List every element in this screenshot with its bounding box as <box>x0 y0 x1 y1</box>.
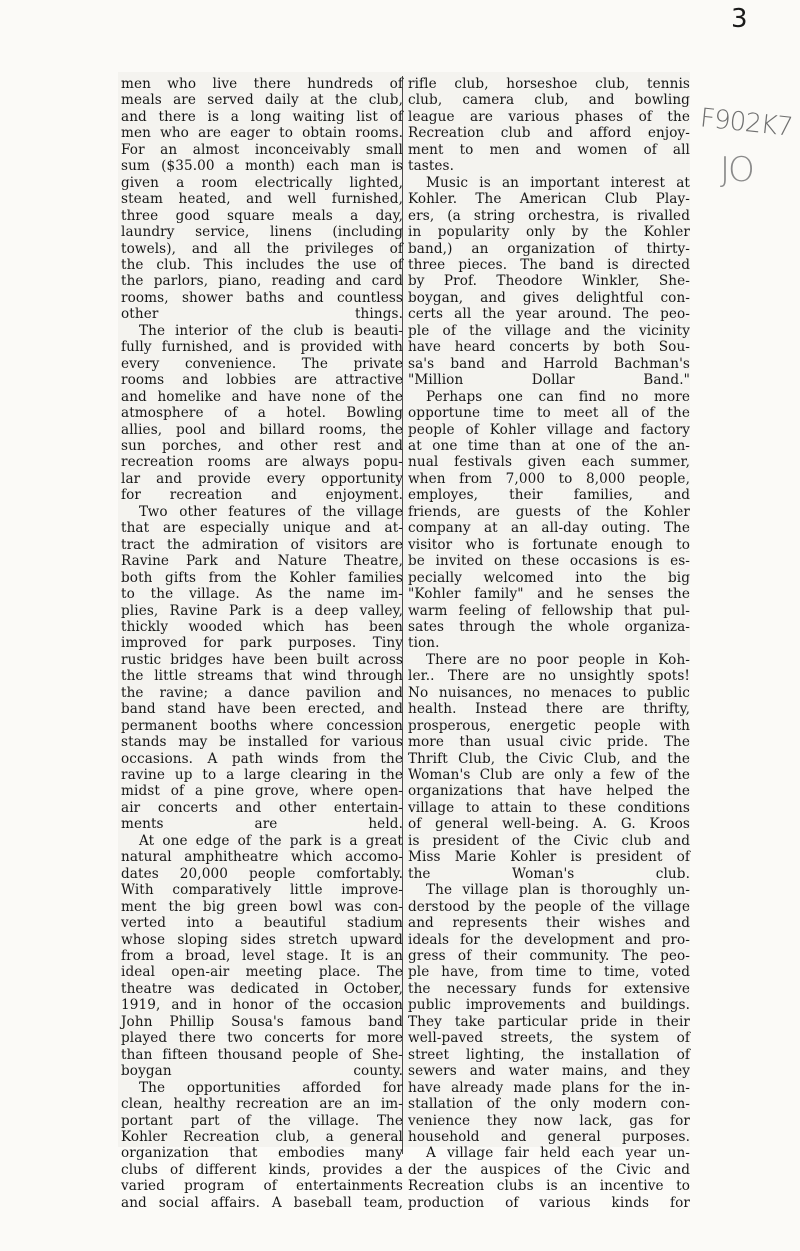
text-line: when from 7,000 to 8,000 people, <box>408 470 690 487</box>
text-line: 1919, and in honor of the occasion <box>121 997 403 1014</box>
text-line: gress of their community. The peo- <box>408 948 690 965</box>
text-line: from a broad, level stage. It is an <box>121 948 403 965</box>
text-line: public improvements and buildings. <box>408 997 690 1014</box>
text-line: lar and provide every opportunity <box>121 470 403 487</box>
text-line: sum ($35.00 a month) each man is <box>121 158 403 175</box>
text-line: club, camera club, and bowling <box>408 92 690 109</box>
text-line: The opportunities afforded for <box>139 1079 403 1096</box>
text-line: towels), and all the privileges of <box>121 240 403 257</box>
text-line: Kohler. The American Club Play- <box>408 191 690 208</box>
text-line: by Prof. Theodore Winkler, She- <box>408 273 690 290</box>
text-line: opportune time to meet all of the <box>408 405 690 422</box>
text-line: sa's band and Harrold Bachman's <box>408 355 690 372</box>
text-line: both gifts from the Kohler families <box>121 569 403 586</box>
text-line: Miss Marie Kohler is president of <box>408 849 690 866</box>
text-line: the club. This includes the use of <box>121 256 403 273</box>
text-line: For an almost inconceivably small <box>121 141 403 158</box>
text-line: given a room electrically lighted, <box>121 174 403 191</box>
text-line: the necessary funds for extensive <box>408 980 690 997</box>
text-line: tract the admiration of visitors are <box>121 536 403 553</box>
text-line: household and general purposes. <box>408 1129 690 1145</box>
text-line: every convenience. The private <box>121 355 403 372</box>
text-line: warm feeling of fellowship that pul- <box>408 602 690 619</box>
article-paragraph <box>408 1145 690 1211</box>
text-line: Two other features of the village <box>139 503 403 520</box>
text-line: recreation rooms are always popu- <box>121 454 403 471</box>
text-line: for recreation and enjoyment. <box>121 487 403 504</box>
text-line: boygan county. <box>121 1063 403 1080</box>
text-line: With comparatively little improve- <box>121 882 403 899</box>
text-line: atmosphere of a hotel. Bowling <box>121 405 403 422</box>
text-line: John Phillip Sousa's famous band <box>121 1013 403 1030</box>
text-line: and represents their wishes and <box>408 915 690 932</box>
article-paragraph <box>408 882 690 1145</box>
text-line: have heard concerts by both Sou- <box>408 339 690 356</box>
text-line: rustic bridges have been built across <box>121 651 403 668</box>
text-line: derstood by the people of the village <box>408 898 690 915</box>
text-line: league are various phases of the <box>408 108 690 125</box>
text-line: and social affairs. A baseball team, <box>121 1194 403 1211</box>
text-line: clubs of different kinds, provides a <box>121 1161 403 1178</box>
article-paragraph <box>408 76 690 175</box>
text-line: ple of the village and the vicinity <box>408 322 690 339</box>
article-paragraph <box>408 175 690 389</box>
text-line: pecially welcomed into the big <box>408 569 690 586</box>
handwritten-note-initials: JO <box>720 150 753 190</box>
text-line: men who live there hundreds of <box>121 76 403 92</box>
text-line: "Million Dollar Band." <box>408 372 690 389</box>
handwritten-note-catalog: F902K7 <box>698 103 794 143</box>
text-line: tastes. <box>408 158 455 175</box>
text-line: of general well-being. A. G. Kroos <box>408 816 690 833</box>
text-line: Thrift Club, the Civic Club, and the <box>408 750 690 767</box>
text-line: sun porches, and other rest and <box>121 437 403 454</box>
text-line: natural amphitheatre which accomo- <box>121 849 403 866</box>
text-line: der the auspices of the Civic and <box>408 1161 690 1178</box>
page-number: 3 <box>731 4 748 34</box>
text-line: They take particular pride in their <box>408 1013 690 1030</box>
text-line: whose sloping sides stretch upward <box>121 931 403 948</box>
text-line: is president of the Civic club and <box>408 832 690 849</box>
text-line: employes, their families, and <box>408 487 690 504</box>
text-line: street lighting, the installation of <box>408 1046 690 1063</box>
text-line: men who are eager to obtain rooms. <box>121 125 403 142</box>
text-line: rooms, shower baths and countless <box>121 289 403 306</box>
text-line: thickly wooded which has been <box>121 618 403 635</box>
text-line: rifle club, horseshoe club, tennis <box>408 76 690 92</box>
text-line: meals are served daily at the club, <box>121 92 403 109</box>
text-line: air concerts and other entertain- <box>121 799 403 816</box>
left-column <box>121 76 403 1211</box>
text-line: certs all the year around. The peo- <box>408 306 690 323</box>
text-line: portant part of the village. The <box>121 1112 403 1129</box>
article-paragraph <box>121 76 403 323</box>
text-line: three pieces. The band is directed <box>408 256 690 273</box>
article-paragraph <box>121 504 403 833</box>
text-line: production of various kinds for <box>408 1194 690 1211</box>
text-line: plies, Ravine Park is a deep valley, <box>121 602 403 619</box>
text-line: health. Instead there are thrifty, <box>408 701 690 718</box>
text-line: theatre was dedicated in October, <box>121 980 403 997</box>
text-line: A village fair held each year un- <box>426 1145 690 1162</box>
text-line: in popularity only by the Kohler <box>408 224 690 241</box>
text-line: Recreation clubs is an incentive to <box>408 1178 690 1195</box>
text-line: At one edge of the park is a great <box>139 832 403 849</box>
text-line: at one time than at one of the an- <box>408 437 690 454</box>
text-line: allies, pool and billard rooms, the <box>121 421 403 438</box>
text-line: company at an all-day outing. The <box>408 520 690 537</box>
article-paragraph <box>121 323 403 504</box>
text-line: venience they now lack, gas for <box>408 1112 690 1129</box>
text-line: the parlors, piano, reading and card <box>121 273 403 290</box>
text-line: "Kohler family" and he senses the <box>408 586 690 603</box>
text-line: friends, are guests of the Kohler <box>408 503 690 520</box>
text-line: verted into a beautiful stadium <box>121 915 403 932</box>
text-line: improved for park purposes. Tiny <box>121 635 403 652</box>
text-line: village to attain to these conditions <box>408 799 690 816</box>
text-line: than fifteen thousand people of She- <box>121 1046 403 1063</box>
text-line: band stand have been erected, and <box>121 701 403 718</box>
text-line: visitor who is fortunate enough to <box>408 536 690 553</box>
text-line: well-paved streets, the system of <box>408 1030 690 1047</box>
text-line: ments are held. <box>121 816 403 833</box>
text-line: stands may be installed for various <box>121 734 403 751</box>
text-line: fully furnished, and is provided with <box>121 339 403 356</box>
right-column <box>408 76 690 1211</box>
text-line: Woman's Club are only a few of the <box>408 767 690 784</box>
text-line: ravine up to a large clearing in the <box>121 767 403 784</box>
text-line: the little streams that wind through <box>121 668 403 685</box>
text-line: band,) an organization of thirty- <box>408 240 690 257</box>
text-line: sewers and water mains, and they <box>408 1063 690 1080</box>
text-line: steam heated, and well furnished, <box>121 191 403 208</box>
article-paragraph <box>121 1080 403 1212</box>
text-line: be invited on these occasions is es- <box>408 553 690 570</box>
text-line: boygan, and gives delightful con- <box>408 289 690 306</box>
text-line: ler.. There are no unsightly spots! <box>408 668 690 685</box>
text-line: ideal open-air meeting place. The <box>121 964 403 981</box>
text-line: ers, (a string orchestra, is rivalled <box>408 207 690 224</box>
article-paragraph <box>121 833 403 1080</box>
text-line: organization that embodies many <box>121 1145 403 1162</box>
text-line: The interior of the club is beauti- <box>139 322 403 339</box>
article-paragraph <box>408 389 690 652</box>
text-line: midst of a pine grove, where open- <box>121 783 403 800</box>
text-line: clean, healthy recreation are an im- <box>121 1096 403 1113</box>
text-line: No nuisances, no menaces to public <box>408 684 690 701</box>
text-line: that are especially unique and at- <box>121 520 403 537</box>
text-line: ple have, from time to time, voted <box>408 964 690 981</box>
text-line: prosperous, energetic people with <box>408 717 690 734</box>
text-line: other things. <box>121 306 403 323</box>
text-line: Recreation club and afford enjoy- <box>408 125 690 142</box>
text-line: ment the big green bowl was con- <box>121 898 403 915</box>
text-line: Perhaps one can find no more <box>426 388 690 405</box>
text-line: the Woman's club. <box>408 865 690 882</box>
text-line: dates 20,000 people comfortably. <box>121 865 403 882</box>
text-line: sates through the whole organiza- <box>408 618 690 635</box>
text-line: have already made plans for the in- <box>408 1079 690 1096</box>
text-line: rooms and lobbies are attractive <box>121 372 403 389</box>
text-line: laundry service, linens (including <box>121 224 403 241</box>
text-line: The village plan is thoroughly un- <box>426 882 690 899</box>
text-line: Music is an important interest at <box>426 174 690 191</box>
text-line: to the village. As the name im- <box>121 586 403 603</box>
text-line: ment to men and women of all <box>408 141 690 158</box>
article-paragraph <box>408 652 690 882</box>
text-line: organizations that have helped the <box>408 783 690 800</box>
text-line: There are no poor people in Koh- <box>426 651 690 668</box>
text-line: permanent booths where concession <box>121 717 403 734</box>
text-line: ideals for the development and pro- <box>408 931 690 948</box>
text-line: more than usual civic pride. The <box>408 734 690 751</box>
text-line: people of Kohler village and factory <box>408 421 690 438</box>
text-line: three good square meals a day, <box>121 207 403 224</box>
text-line: occasions. A path winds from the <box>121 750 403 767</box>
text-line: stallation of the only modern con- <box>408 1096 690 1113</box>
text-line: and homelike and have none of the <box>121 388 403 405</box>
text-line: the ravine; a dance pavilion and <box>121 684 403 701</box>
text-line: tion. <box>408 635 440 652</box>
text-line: played there two concerts for more <box>121 1030 403 1047</box>
text-line: nual festivals given each summer, <box>408 454 690 471</box>
text-line: varied program of entertainments <box>121 1178 403 1195</box>
text-line: Kohler Recreation club, a general <box>121 1129 403 1145</box>
text-line: Ravine Park and Nature Theatre, <box>121 553 403 570</box>
text-line: and there is a long waiting list of <box>121 108 403 125</box>
